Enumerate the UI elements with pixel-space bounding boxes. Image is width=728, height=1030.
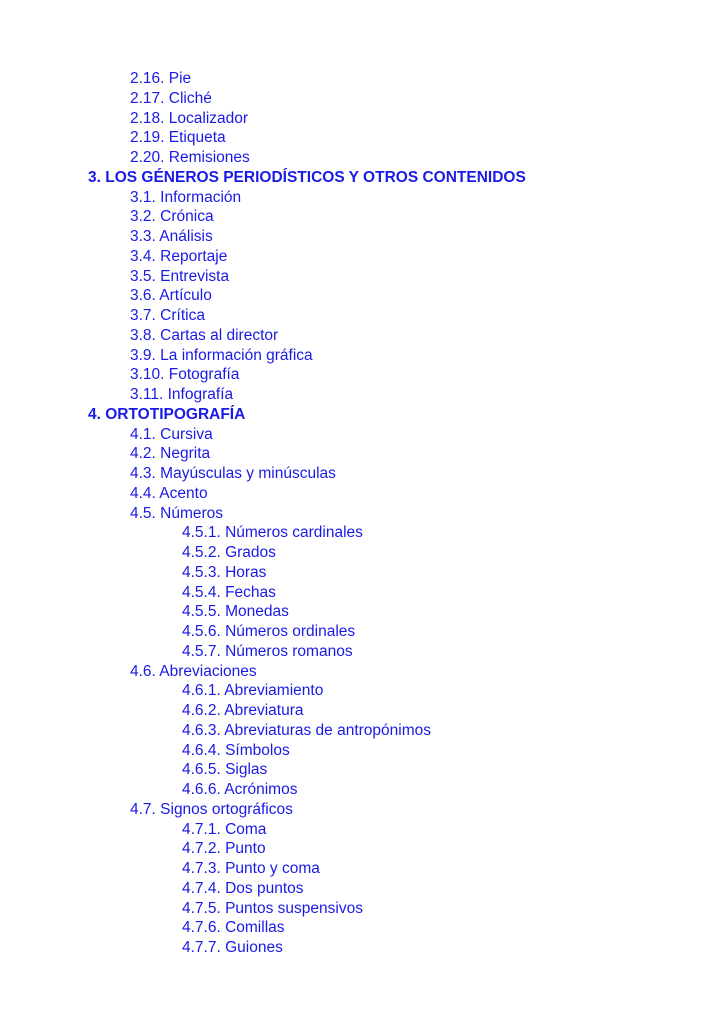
toc-section-link[interactable]: 4.5. Números xyxy=(130,504,224,522)
toc-subsection-link[interactable]: 4.5.2. Grados xyxy=(182,544,276,561)
toc-section-link[interactable]: 4.7. Signos ortográficos xyxy=(130,800,293,818)
toc-section-link[interactable]: 4.2. Negrita xyxy=(130,445,211,463)
toc-section-link[interactable]: 3.9. La información gráfica xyxy=(130,346,313,364)
toc-section-link[interactable]: 3.3. Análisis xyxy=(130,228,213,245)
toc-subsection-link[interactable]: 4.7.6. Comillas xyxy=(182,919,285,937)
toc-subsection-link[interactable]: 4.7.1. Coma xyxy=(182,820,267,838)
toc-chapter-link[interactable]: 3. LOS GÉNEROS PERIODÍSTICOS Y OTROS CONTENIDOS xyxy=(88,168,526,186)
toc-section-link[interactable]: 2.19. Etiqueta xyxy=(130,129,226,147)
toc-section-link[interactable]: 4.1. Cursiva xyxy=(130,425,213,443)
table-of-contents xyxy=(88,69,708,958)
toc-section-link[interactable]: 3.8. Cartas al director xyxy=(130,326,279,344)
toc-subsection-link[interactable]: 4.6.2. Abreviatura xyxy=(182,702,304,719)
toc-subsection-link[interactable]: 4.5.7. Números romanos xyxy=(182,642,353,660)
toc-section-link[interactable]: 2.17. Cliché xyxy=(130,89,212,107)
toc-section-link[interactable]: 4.6. Abreviaciones xyxy=(130,662,257,680)
toc-section-link[interactable]: 2.18. Localizador xyxy=(130,109,249,127)
toc-subsection-link[interactable]: 4.7.5. Puntos suspensivos xyxy=(182,899,363,917)
toc-section-link[interactable]: 4.4. Acento xyxy=(130,484,208,502)
toc-section-link[interactable]: 3.10. Fotografía xyxy=(130,366,240,384)
toc-section-link[interactable]: 3.4. Reportaje xyxy=(130,247,228,265)
toc-chapter-link[interactable]: 4. ORTOTIPOGRAFÍA xyxy=(88,405,246,423)
toc-subsection-link[interactable]: 4.6.6. Acrónimos xyxy=(182,781,298,798)
toc-section-link[interactable]: 4.3. Mayúsculas y minúsculas xyxy=(130,465,336,482)
toc-subsection-link[interactable]: 4.7.4. Dos puntos xyxy=(182,879,304,897)
toc-subsection-link[interactable]: 4.6.1. Abreviamiento xyxy=(182,682,324,700)
toc-section-link[interactable]: 3.11. Infografía xyxy=(130,386,234,403)
toc-subsection-link[interactable]: 4.5.5. Monedas xyxy=(182,603,289,621)
toc-section-link[interactable]: 3.1. Información xyxy=(130,188,242,206)
toc-subsection-link[interactable]: 4.7.7. Guiones xyxy=(182,939,283,956)
toc-subsection-link[interactable]: 4.7.3. Punto y coma xyxy=(182,860,320,877)
toc-section-link[interactable]: 2.20. Remisiones xyxy=(130,149,250,166)
toc-section-link[interactable]: 3.5. Entrevista xyxy=(130,267,230,285)
toc-subsection-link[interactable]: 4.6.4. Símbolos xyxy=(182,741,290,759)
toc-subsection-link[interactable]: 4.5.1. Números cardinales xyxy=(182,524,363,542)
toc-section-link[interactable]: 2.16. Pie xyxy=(130,70,192,87)
toc-subsection-link[interactable]: 4.6.3. Abreviaturas de antropónimos xyxy=(182,721,432,739)
toc-section-link[interactable]: 3.7. Crítica xyxy=(130,307,205,324)
toc-subsection-link[interactable]: 4.5.4. Fechas xyxy=(182,583,276,601)
toc-section-link[interactable]: 3.6. Artículo xyxy=(130,287,212,305)
toc-subsection-link[interactable]: 4.6.5. Siglas xyxy=(182,761,268,779)
toc-subsection-link[interactable]: 4.5.3. Horas xyxy=(182,563,267,581)
toc-subsection-link[interactable]: 4.7.2. Punto xyxy=(182,840,266,858)
toc-subsection-link[interactable]: 4.5.6. Números ordinales xyxy=(182,623,356,640)
toc-section-link[interactable]: 3.2. Crónica xyxy=(130,208,214,226)
